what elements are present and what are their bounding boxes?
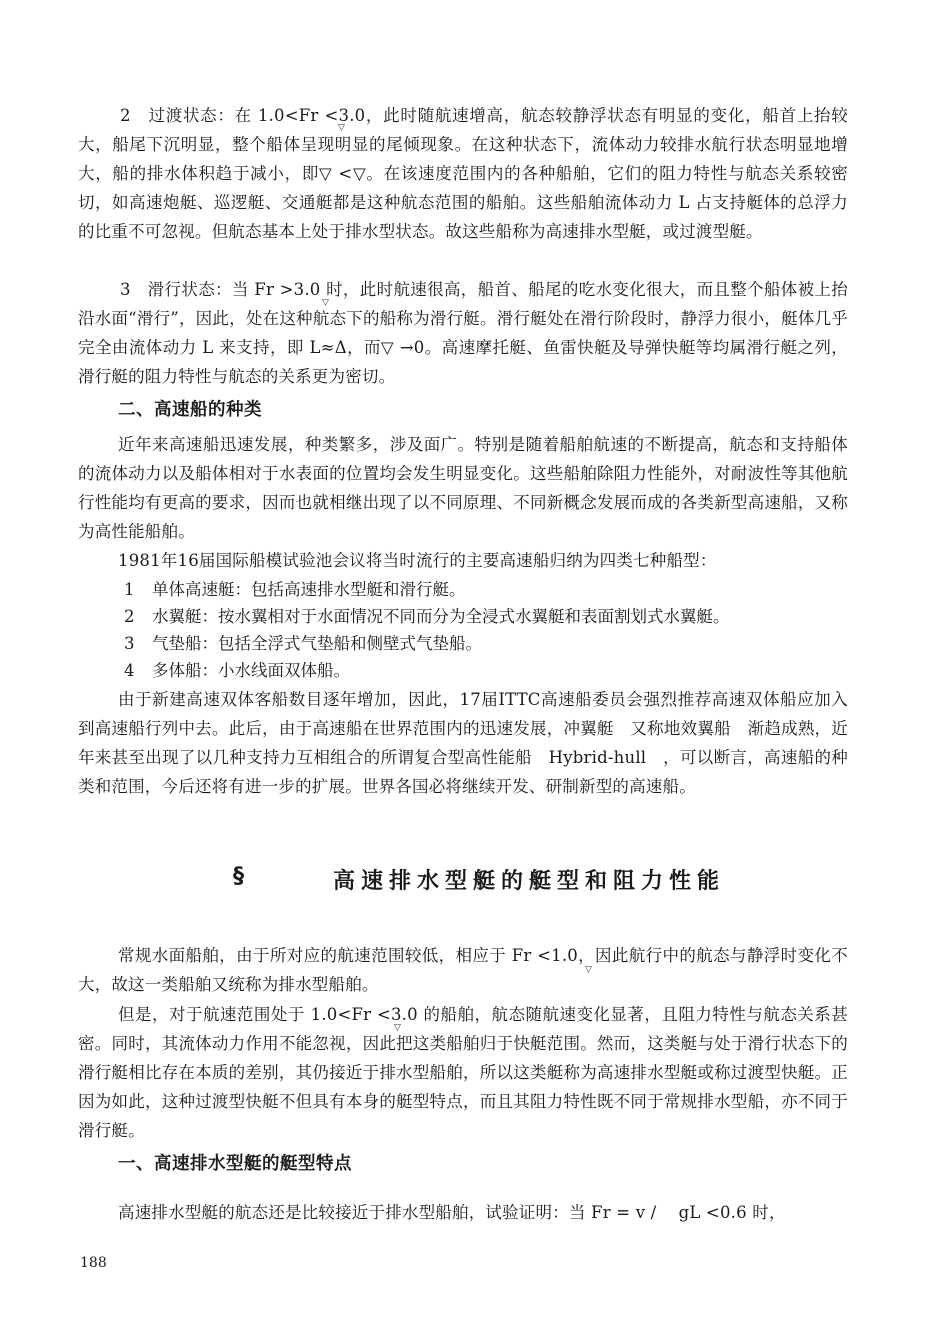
- list-item-number: 4: [124, 661, 135, 680]
- paragraph-however: 但是，对于航速范围处于 1.0<Fr <3.0 的船舶，航态随航速变化显著，且阻力特性与航态关系甚密。同时，其流体动力作用不能忽视，因此把这类船舶归于快艇范围。然而，这类艇与处于滑行状态下的滑行艇相比存在本质的差别，其仍接近于排水型船舶，所以这类艇称为高速排水型艇或称过渡型快艇。正因为如此，这种过渡型快艇不但具有本身的艇型特点，而且其阻力特性既不同于常规排水型船，亦不同于滑行艇。: [78, 1005, 848, 1140]
- nabla-subscript-icon: ▽: [338, 123, 345, 133]
- nabla-subscript-icon: ▽: [322, 298, 329, 308]
- list-item-number: 3: [124, 634, 135, 653]
- list-item: [124, 631, 482, 657]
- paragraph-1981: 1981年16届国际船模试验池会议将当时流行的主要高速船归纳为四类七种船型：: [118, 551, 717, 570]
- paragraph-ittc: 由于新建高速双体客船数目逐年增加，因此，17届ITTC高速船委员会强烈推荐高速双体船应加入到高速船行列中去。此后，由于高速船在世界范围内的迅速发展，冲翼艇 又称地效翼船 渐趋成熟，近年来甚至出现了以几种支持力互相组合的所谓复合型高性能船 Hybrid-hull ，可以断言，高速船的种类和范围，今后还将有进一步的扩展。世界各国必将继续开发、研制新型的高速船。: [78, 690, 848, 796]
- paragraph-last: 高速排水型艇的航态还是比较接近于排水型船舶，试验证明：当 Fr = v / gL <0.6 时，: [118, 1203, 786, 1222]
- list-item: [124, 577, 466, 603]
- paragraph-conventional: 常规水面船舶，由于所对应的航速范围较低，相应于 Fr <1.0，因此航行中的航态与静浮时变化不大，故这一类船舶又统称为排水型船舶。: [78, 946, 848, 994]
- page-number: 188: [80, 1255, 107, 1271]
- nabla-subscript-icon: ▽: [394, 1023, 401, 1033]
- section-symbol: §: [233, 864, 244, 889]
- list-item-text: 气垫船：包括全浮式气垫船和侧壁式气垫船。: [152, 634, 482, 653]
- list-item-text: 单体高速艇：包括高速排水型艇和滑行艇。: [152, 580, 466, 599]
- paragraph-planing-state: 3 滑行状态：当 Fr >3.0 时，此时航速很高，船首、船尾的吃水变化很大，而且整个船体被上抬沿水面“滑行”，因此，处在这种航态下的船称为滑行艇。滑行艇处在滑行阶段时，静浮力很小，艇体几乎完全由流体动力 L 来支持，即 L≈Δ，而▽ →0。高速摩托艇、鱼雷快艇及导弹快艇等均属滑行艇之列，滑行艇的阻力特性与航态的关系更为密切。: [78, 280, 848, 386]
- section-heading: [0, 864, 950, 898]
- list-item-number: 2: [124, 607, 135, 626]
- list-item: [124, 658, 350, 684]
- nabla-subscript-icon: ▽: [585, 965, 592, 975]
- section-title: 高速排水型艇的艇型和阻力性能: [333, 869, 726, 894]
- list-item: [124, 604, 730, 630]
- heading-high-speed-ship-types: 二、高速船的种类: [118, 400, 262, 420]
- list-item-text: 水翼艇：按水翼相对于水面情况不同而分为全浸式水翼艇和表面割划式水翼艇。: [152, 607, 730, 626]
- list-item-number: 1: [124, 580, 135, 599]
- list-item-text: 多体船：小水线面双体船。: [152, 661, 350, 680]
- paragraph-intro: 近年来高速船迅速发展，种类繁多，涉及面广。特别是随着船舶航速的不断提高，航态和支持船体的流体动力以及船体相对于水表面的位置均会发生明显变化。这些船舶除阻力性能外，对耐波性等其他航行性能均有更高的要求，因而也就相继出现了以不同原理、不同新概念发展而成的各类新型高速船，又称为高性能船舶。: [78, 435, 848, 541]
- heading-hull-features: 一、高速排水型艇的艇型特点: [118, 1154, 352, 1174]
- paragraph-transition-state: 2 过渡状态：在 1.0<Fr <3.0，此时随航速增高，航态较静浮状态有明显的变化，船首上抬较大，船尾下沉明显，整个船体呈现明显的尾倾现象。在这种状态下，流体动力较排水航行状态明显地增大，船的排水体积趋于减小，即▽ <▽。在该速度范围内的各种船舶，它们的阻力特性与航态关系较密切，如高速炮艇、巡逻艇、交通艇都是这种航态范围的船舶。这些船舶流体动力 L 占支持艇体的总浮力的比重不可忽视。但航态基本上处于排水型状态。故这些船称为高速排水型艇，或过渡型艇。: [78, 106, 848, 241]
